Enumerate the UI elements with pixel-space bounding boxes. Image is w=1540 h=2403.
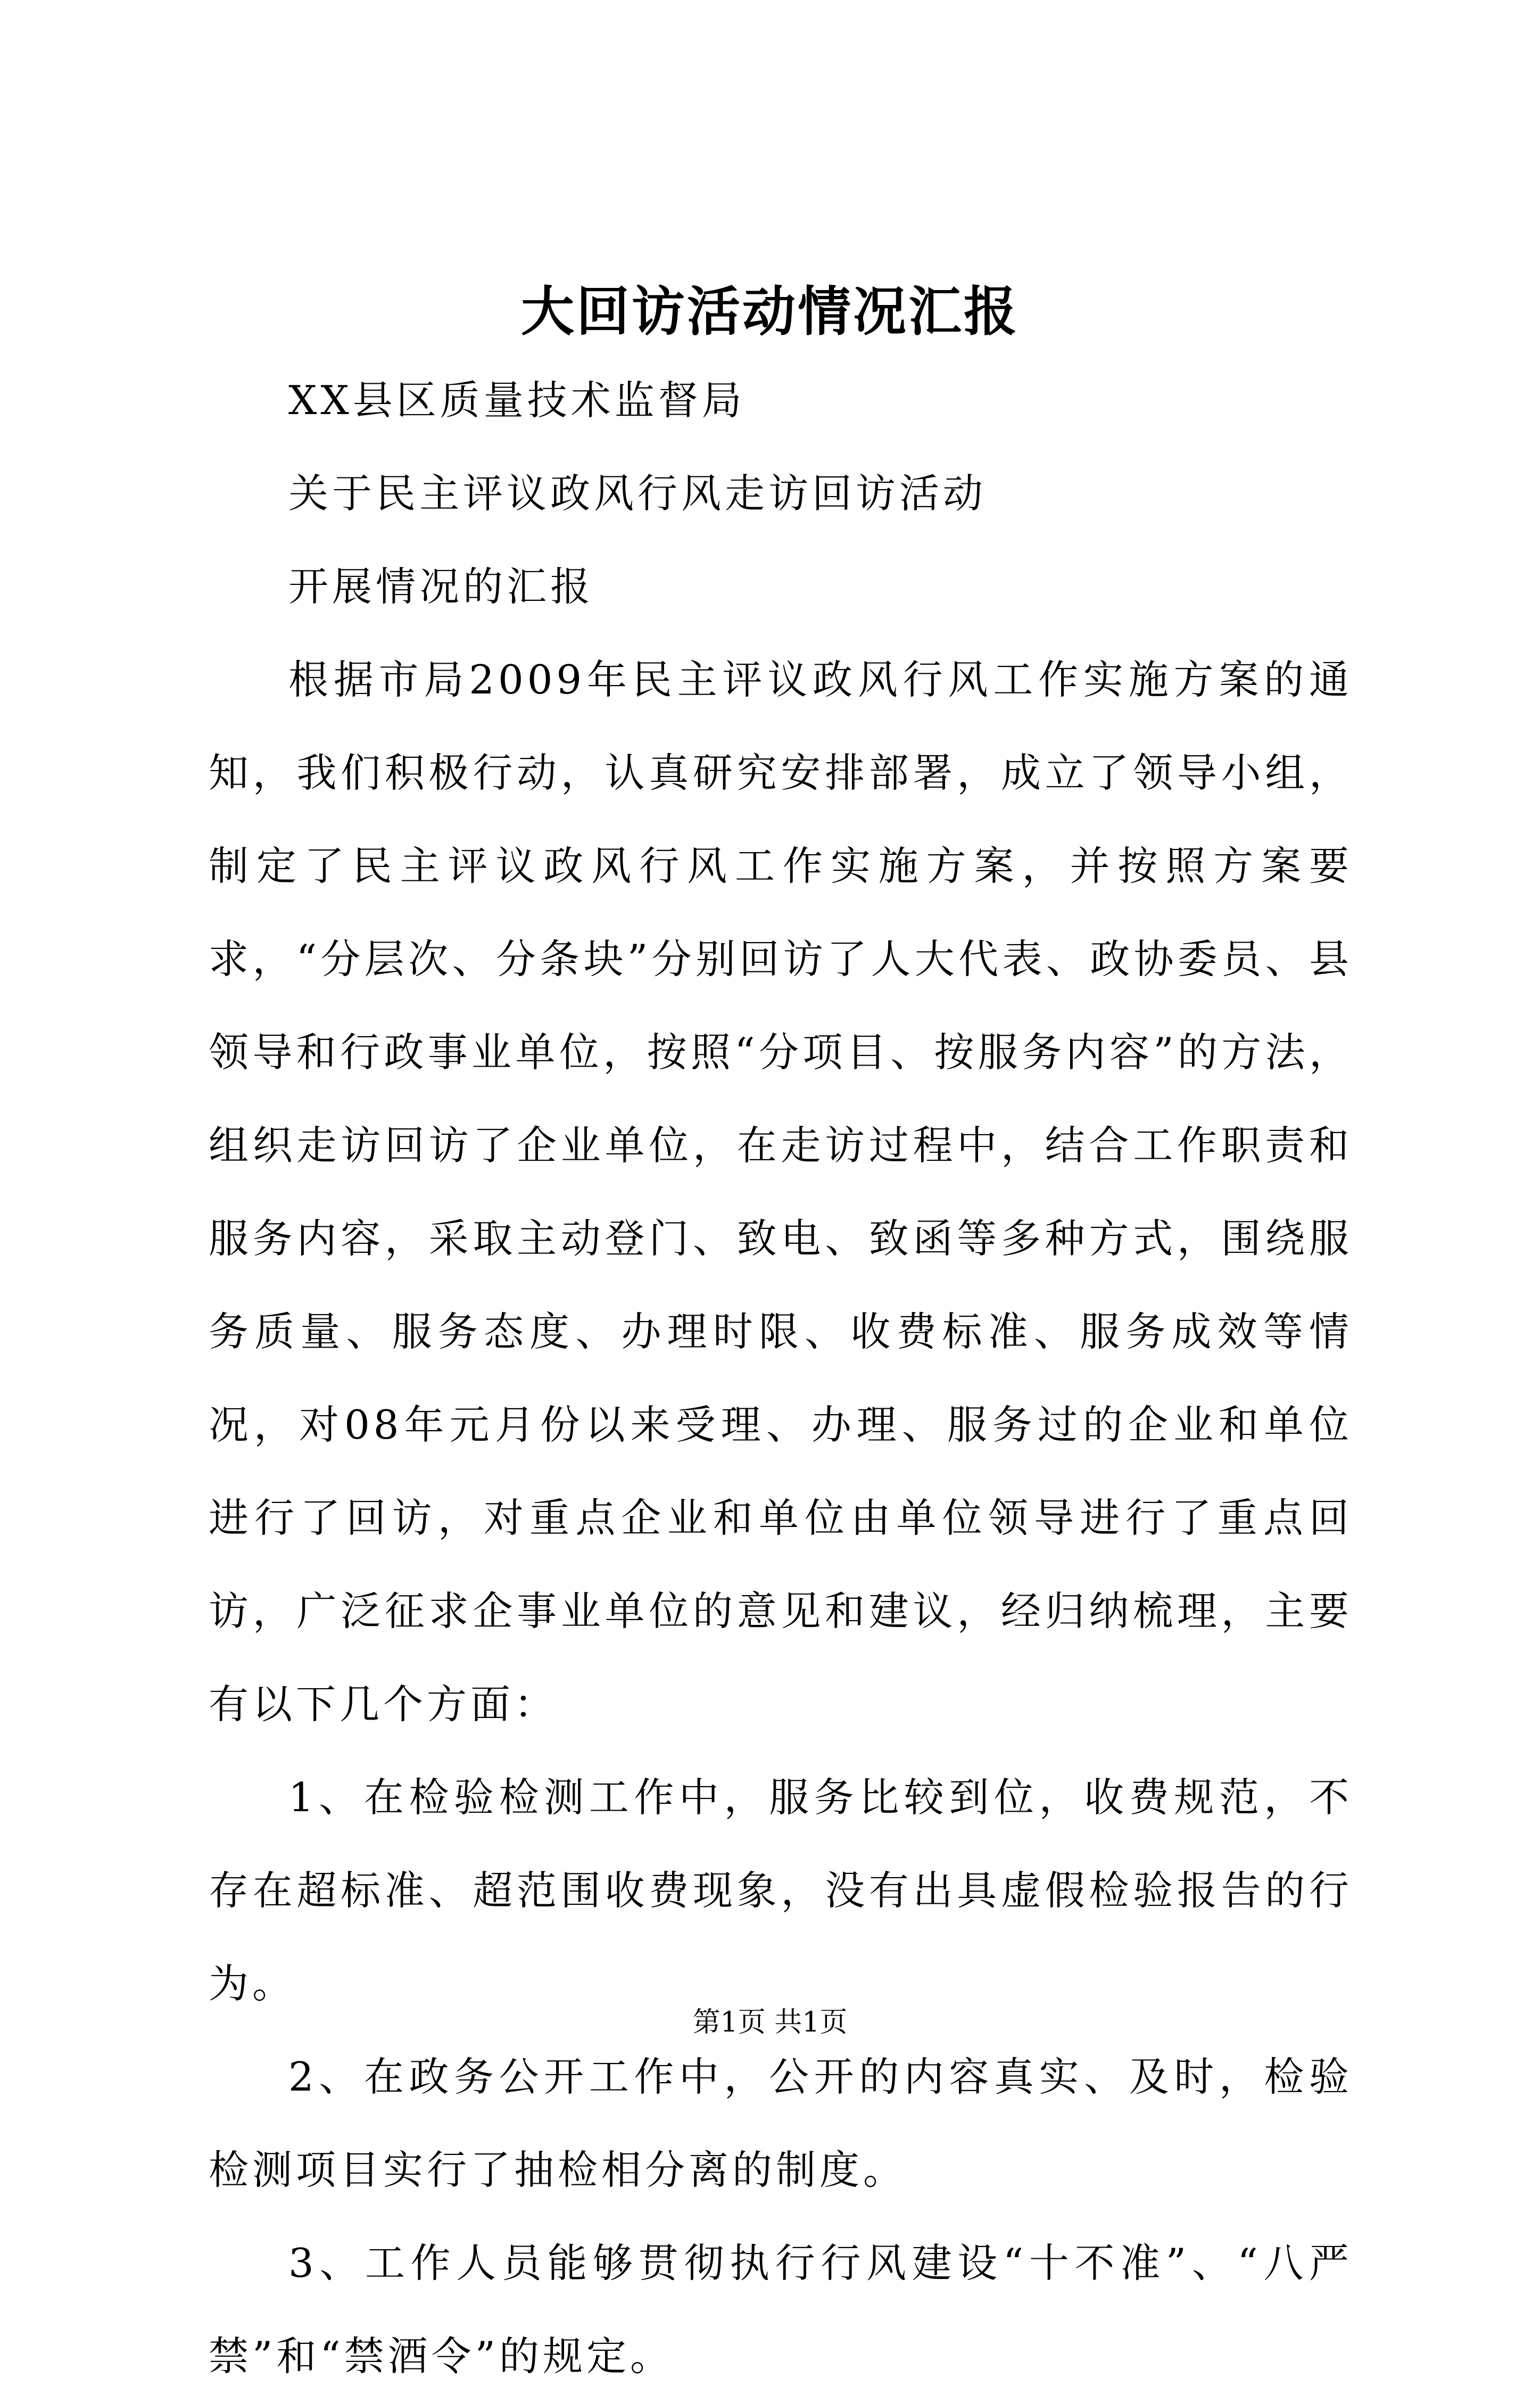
paragraph-intro: 根据市局2009年民主评议政风行风工作实施方案的通知，我们积极行动，认真研究安排部署，成立了领导小组，制定了民主评议政风行风工作实施方案，并按照方案要求，“分层次、分条块”分别回访了人大代表、政协委员、县领导和行政事业单位，按照“分项目、按服务内容”的方法，组织走访回访了企业单位，在走访过程中，结合工作职责和服务内容，采取主动登门、致电、致函等多种方式，围绕服务质量、服务态度、办理时限、收费标准、服务成效等情况，对08年元月份以来受理、办理、服务过的企业和单位进行了回访，对重点企业和单位由单位领导进行了重点回访，广泛征求企事业单位的意见和建议，经归纳梳理，主要有以下几个方面： (209, 656, 1353, 1728)
paragraph-item-3: 3、工作人员能够贯彻执行行风建设“十不准”、“八严禁”和“禁酒令”的规定。 (209, 2240, 1353, 2380)
paragraph-item-2: 2、在政务公开工作中，公开的内容真实、及时，检验检测项目实行了抽检相分离的制度。 (209, 2053, 1353, 2193)
header-line-subject: 关于民主评议政风行风走访回访活动 (288, 470, 987, 517)
document-title: 大回访活动情况汇报 (521, 280, 1019, 343)
header-line-bureau: XX县区质量技术监督局 (288, 377, 746, 424)
page-footer: 第1页 共1页 (692, 2006, 848, 2038)
header-line-report: 开展情况的汇报 (288, 563, 594, 610)
paragraph-item-1: 1、在检验检测工作中，服务比较到位，收费规范，不存在超标准、超范围收费现象，没有出具虚假检验报告的行为。 (209, 1774, 1353, 2007)
document-body (209, 354, 1353, 2403)
